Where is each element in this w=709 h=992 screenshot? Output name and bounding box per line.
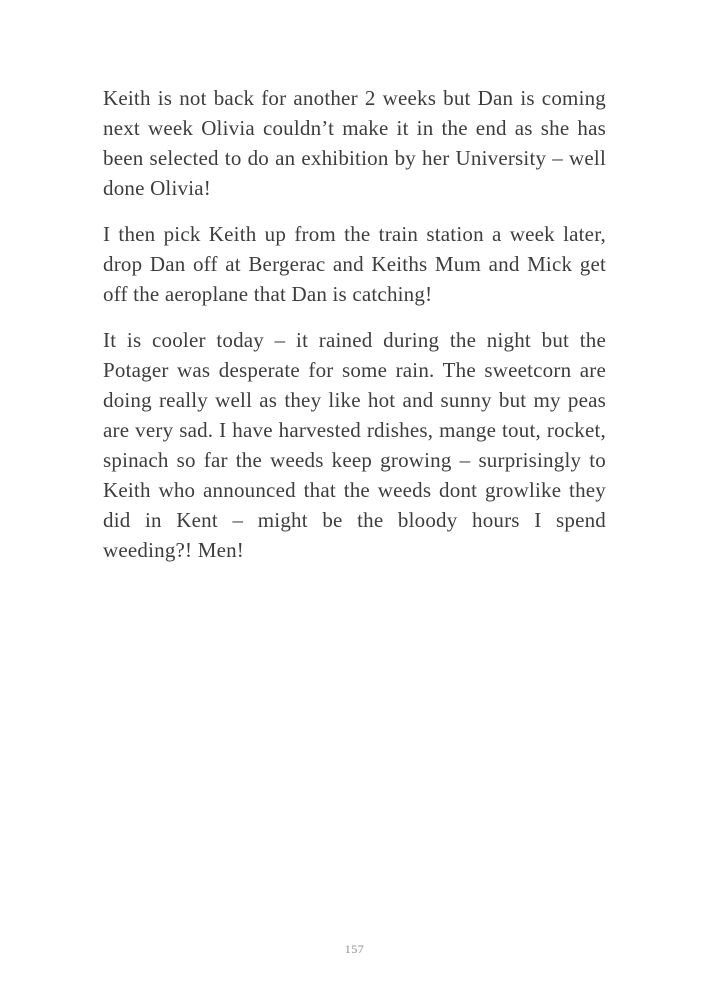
text-block [103, 83, 606, 581]
paragraph: I then pick Keith up from the train station a week later, drop Dan off at Bergerac and Keiths Mum and Mick get off the aeroplane that Dan is catching! [103, 222, 606, 306]
paragraph: It is cooler today – it rained during the night but the Potager was desperate for some rain. The sweetcorn are doing really well as they like hot and sunny but my peas are very sad. I have harvested rdishes, mange tout, rocket, spinach so far the weeds keep growing – surprisingly to Keith who announced that the weeds dont growlike they did in Kent – might be the bloody hours I spend weeding?! Men! [103, 328, 606, 562]
page-number: 157 [344, 942, 365, 956]
paragraph: Keith is not back for another 2 weeks but Dan is coming next week Olivia couldn’t make it in the end as she has been selected to do an exhibition by her University – well done Olivia! [103, 86, 606, 200]
page-footer [0, 940, 709, 958]
